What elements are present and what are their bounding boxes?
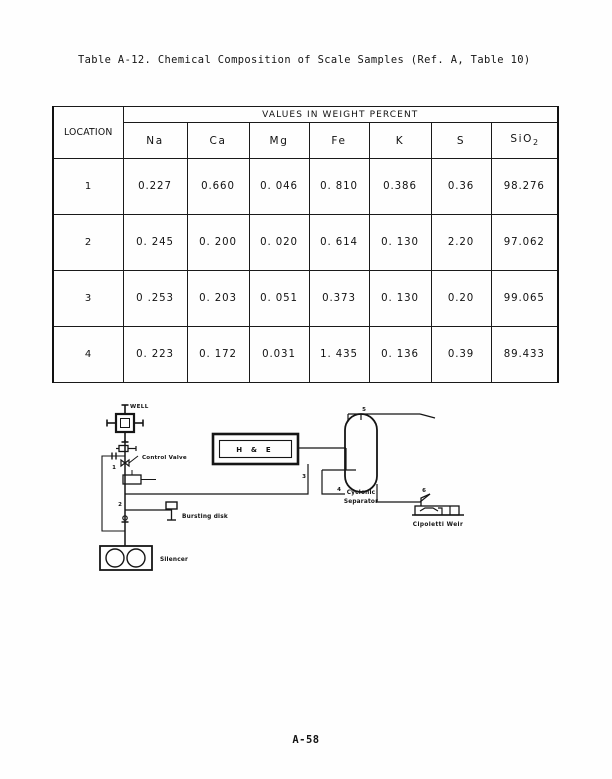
cell-sio2: 98.276 xyxy=(491,159,558,215)
cell-na: 0. 223 xyxy=(123,327,187,383)
cell-sio2: 89.433 xyxy=(491,327,558,383)
cell-s: 2.20 xyxy=(431,215,491,271)
cell-s: 0.20 xyxy=(431,271,491,327)
separator-feed-pipe xyxy=(322,470,345,494)
cell-fe: 0.373 xyxy=(309,271,369,327)
cyclonic-separator-icon xyxy=(345,414,377,492)
cell-na: 0. 245 xyxy=(123,215,187,271)
cell-location: 1 xyxy=(53,159,123,215)
heat-exchanger-icon xyxy=(213,434,346,464)
table-row xyxy=(53,327,558,383)
bursting-disk-label: Bursting disk xyxy=(182,514,228,520)
sample-point-5: 5 xyxy=(362,407,366,413)
cell-k: 0.386 xyxy=(369,159,431,215)
cell-location: 3 xyxy=(53,271,123,327)
sample-point-4: 4 xyxy=(337,487,341,493)
page-number: A-58 xyxy=(292,734,320,746)
column-header-sio2: SiO$_2$ xyxy=(491,123,558,159)
sample-point-6: 6 xyxy=(422,488,426,494)
sample-point-2: 2 xyxy=(118,502,122,508)
table-row xyxy=(53,271,558,327)
cell-fe: 0. 614 xyxy=(309,215,369,271)
cell-na: 0 .253 xyxy=(123,271,187,327)
column-header-na: Na xyxy=(123,123,187,159)
cell-location: 2 xyxy=(53,215,123,271)
cell-fe: 1. 435 xyxy=(309,327,369,383)
cell-mg: 0. 046 xyxy=(249,159,309,215)
table-header-group-row xyxy=(53,107,558,123)
process-flow-diagram xyxy=(90,398,510,578)
column-header-k: K xyxy=(369,123,431,159)
cell-mg: 0. 051 xyxy=(249,271,309,327)
cell-mg: 0.031 xyxy=(249,327,309,383)
table-header-element-row xyxy=(53,123,558,159)
valve-actuator-icon xyxy=(123,470,156,484)
cyclonic-separator-label-line2: Separator xyxy=(343,499,379,505)
cipoletti-weir-icon xyxy=(412,494,464,515)
column-header-s: S xyxy=(431,123,491,159)
well-label: WELL xyxy=(130,404,149,410)
page-title: Table A-12. Chemical Composition of Scale Samples (Ref. A, Table 10) xyxy=(78,54,531,66)
cell-location: 4 xyxy=(53,327,123,383)
silencer-label: Silencer xyxy=(160,557,189,563)
cell-ca: 0. 200 xyxy=(187,215,249,271)
column-group-header: VALUES IN WEIGHT PERCENT xyxy=(123,107,558,123)
cell-s: 0.39 xyxy=(431,327,491,383)
bursting-disk-icon xyxy=(125,502,177,520)
cell-mg: 0. 020 xyxy=(249,215,309,271)
wellhead-icon xyxy=(107,405,143,442)
cell-na: 0.227 xyxy=(123,159,187,215)
table-row xyxy=(53,215,558,271)
silencer-icon xyxy=(100,546,152,570)
column-header-location: LOCATION xyxy=(53,107,123,159)
cell-k: 0. 130 xyxy=(369,271,431,327)
heat-exchanger-label: H & E xyxy=(236,446,274,454)
cell-k: 0. 136 xyxy=(369,327,431,383)
cell-sio2: 99.065 xyxy=(491,271,558,327)
scale-composition-table xyxy=(52,106,557,383)
column-header-fe: Fe xyxy=(309,123,369,159)
cyclonic-separator-label-line1: Cyclonic xyxy=(346,490,376,496)
cell-ca: 0.660 xyxy=(187,159,249,215)
column-header-mg: Mg xyxy=(249,123,309,159)
sample-point-1: 1 xyxy=(112,465,116,471)
sample-point-3: 3 xyxy=(302,474,306,480)
cipoletti-weir-label: Cipoletti Weir xyxy=(412,522,464,528)
column-header-ca: Ca xyxy=(187,123,249,159)
control-valve-label: Control Valve xyxy=(142,455,187,461)
cell-s: 0.36 xyxy=(431,159,491,215)
table-row xyxy=(53,159,558,215)
cell-fe: 0. 810 xyxy=(309,159,369,215)
cell-ca: 0. 203 xyxy=(187,271,249,327)
cell-k: 0. 130 xyxy=(369,215,431,271)
cell-sio2: 97.062 xyxy=(491,215,558,271)
cell-ca: 0. 172 xyxy=(187,327,249,383)
